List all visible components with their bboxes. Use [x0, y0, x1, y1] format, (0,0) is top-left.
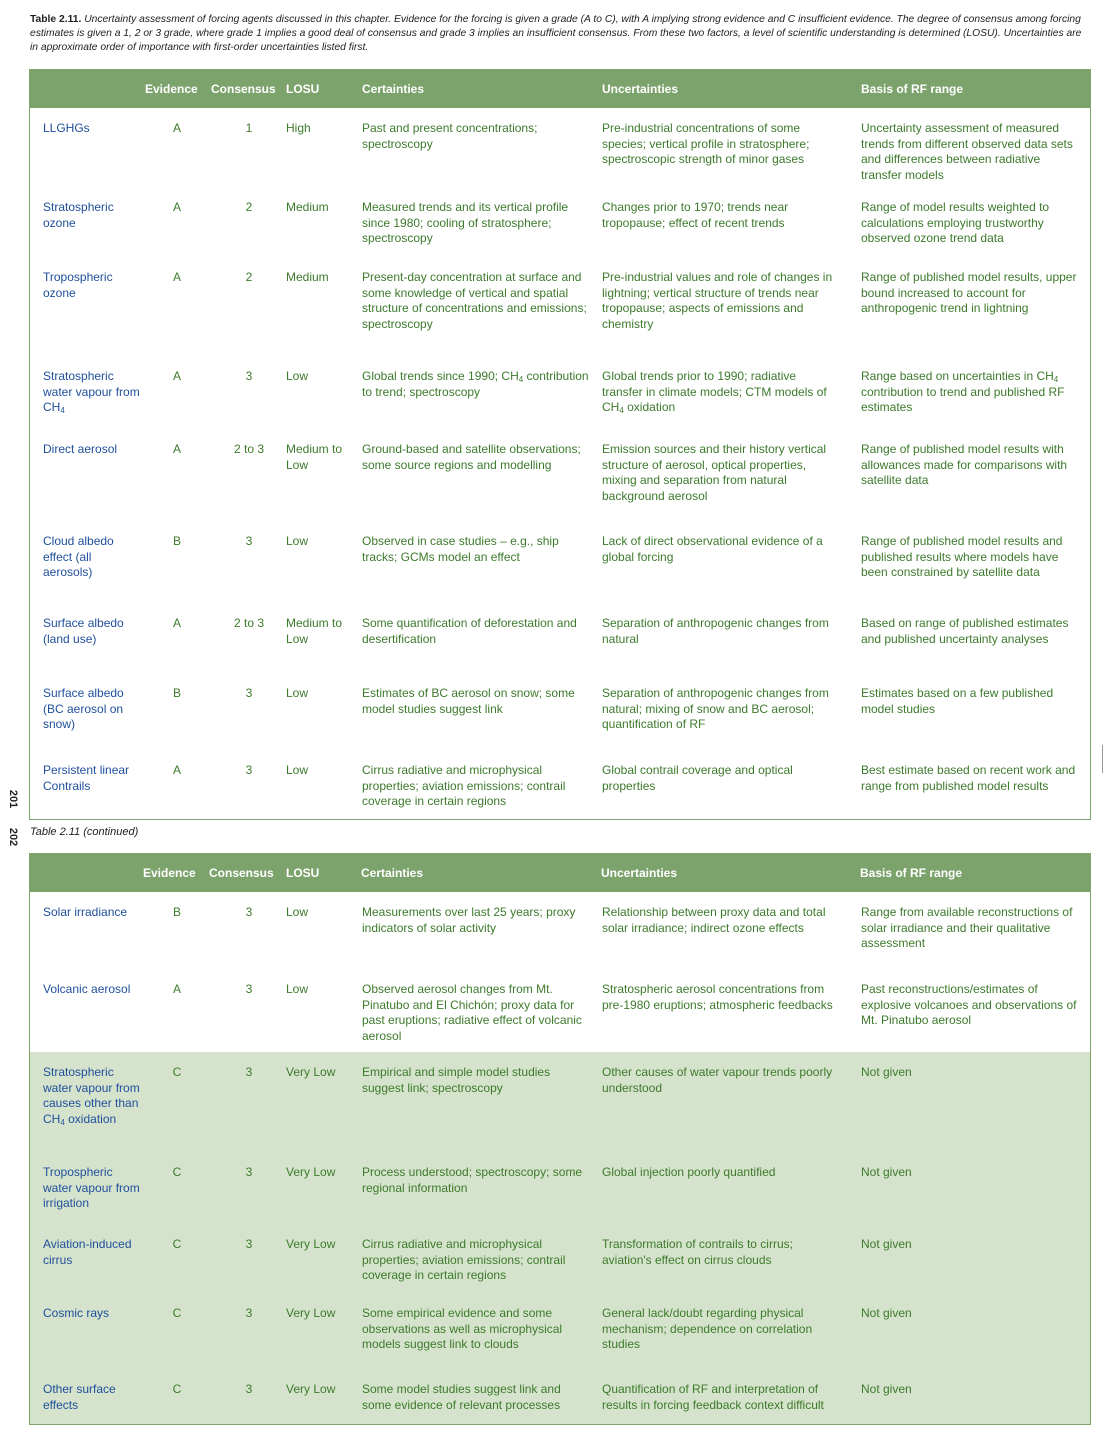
cell-consensus: 2	[245, 200, 253, 214]
cell-evidence: C	[172, 1382, 182, 1396]
cell-agent: LLGHGs	[43, 121, 90, 135]
cell-certainties: Empirical and simple model studies suggest link; spectroscopy	[362, 1065, 551, 1095]
cell-basis: Not given	[861, 1382, 912, 1396]
cell-evidence: A	[172, 270, 181, 284]
cell-losu: Low	[286, 763, 309, 777]
cell-agent: Volcanic aerosol	[43, 982, 131, 996]
cell-consensus: 3	[245, 686, 253, 700]
cell-evidence: A	[172, 442, 181, 456]
cell-losu: High	[286, 121, 311, 135]
column-header-certainties: Certainties	[362, 82, 425, 96]
cell-losu: Medium to Low	[286, 442, 343, 472]
cell-certainties: Some empirical evidence and some observations as well as microphysical models suggest link to clouds	[362, 1306, 563, 1351]
continued-label: Table 2.11 (continued)	[30, 826, 139, 838]
cell-losu: Medium	[286, 270, 329, 284]
cell-basis: Best estimate based on recent work and range from published model results	[861, 763, 1076, 793]
cell-agent: Stratospheric water vapour from causes other than $CH_4$ oxidation	[43, 1065, 140, 1127]
cell-uncertainties: Lack of direct observational evidence of a global forcing	[602, 534, 823, 564]
cell-consensus: 3	[245, 1165, 253, 1179]
caption-label: Table 2.11.	[30, 14, 82, 25]
cell-agent: Stratospheric ozone	[43, 200, 114, 230]
cell-consensus: 1	[245, 121, 253, 135]
cell-basis: Past reconstructions/estimates of explosive volcanoes and observations of Mt. Pinatubo aerosol	[861, 982, 1077, 1027]
cell-uncertainties: Changes prior to 1970; trends near tropopause; effect of recent trends	[602, 200, 789, 230]
cell-losu: Low	[286, 369, 309, 383]
cell-basis: Range of model results weighted to calculations employing trustworthy observed ozone trend data	[861, 200, 1050, 245]
cell-basis: Range of published model results and published results where models have been constrained by satellite data	[861, 534, 1063, 579]
cell-losu: Low	[286, 905, 309, 919]
cell-consensus: 3	[245, 1306, 253, 1320]
cell-evidence: A	[172, 763, 181, 777]
cell-consensus: 3	[245, 1065, 253, 1079]
cell-basis: Estimates based on a few published model studies	[861, 686, 1054, 716]
cell-uncertainties: Stratospheric aerosol concentrations from pre-1980 eruptions; atmospheric feedbacks	[602, 982, 833, 1012]
cell-consensus: 2 to 3	[233, 616, 265, 630]
cell-uncertainties: Pre-industrial values and role of changes in lightning; vertical structure of trends near tropopause; aspects of emissions and chemistry	[602, 270, 833, 331]
cell-certainties: Global trends since 1990; $CH_4$ contribution to trend; spectroscopy	[362, 369, 589, 399]
column-header-evidence: Evidence	[143, 866, 196, 880]
cell-basis: Range of published model results, upper bound increased to account for anthropogenic trend in lightning	[861, 270, 1077, 315]
cell-evidence: A	[172, 616, 181, 630]
cell-agent: Surface albedo (land use)	[43, 616, 124, 646]
cell-losu: Very Low	[286, 1237, 336, 1251]
cell-losu: Very Low	[286, 1306, 336, 1320]
column-header-consensus: Consensus	[209, 866, 274, 880]
cell-evidence: A	[172, 982, 181, 996]
cell-agent: Tropospheric ozone	[43, 270, 113, 300]
cell-agent: Tropospheric water vapour from irrigation	[43, 1165, 140, 1210]
cell-losu: Very Low	[286, 1065, 336, 1079]
cell-uncertainties: Other causes of water vapour trends poorly understood	[602, 1065, 833, 1095]
cell-consensus: 2	[245, 270, 253, 284]
cell-losu: Low	[286, 534, 309, 548]
cell-evidence: A	[172, 369, 181, 383]
cell-uncertainties: Separation of anthropogenic changes from natural	[602, 616, 829, 646]
cell-losu: Medium	[286, 200, 329, 214]
cell-agent: Persistent linear Contrails	[43, 763, 130, 793]
cell-losu: Low	[286, 982, 309, 996]
column-header-losu: LOSU	[286, 82, 320, 96]
cell-evidence: A	[172, 121, 181, 135]
cell-consensus: 2 to 3	[233, 442, 265, 456]
cell-consensus: 3	[245, 369, 253, 383]
cell-uncertainties: Quantification of RF and interpretation of results in forcing feedback context difficult	[602, 1382, 824, 1412]
cell-losu: Very Low	[286, 1382, 336, 1396]
table-header	[30, 70, 1090, 108]
page-number-right: 202	[7, 827, 20, 847]
cell-certainties: Present-day concentration at surface and some knowledge of vertical and spatial structure of concentrations and emissions; spectroscopy	[362, 270, 587, 331]
cell-basis: Based on range of published estimates and published uncertainty analyses	[861, 616, 1069, 646]
cell-agent: Solar irradiance	[43, 905, 128, 919]
cell-consensus: 3	[245, 905, 253, 919]
cell-certainties: Process understood; spectroscopy; some regional information	[362, 1165, 583, 1195]
cell-certainties: Measurements over last 25 years; proxy indicators of solar activity	[362, 905, 576, 935]
cell-uncertainties: General lack/doubt regarding physical mechanism; dependence on correlation studies	[602, 1306, 813, 1351]
cell-consensus: 3	[245, 534, 253, 548]
uncertainty-table-continued	[29, 853, 1091, 1425]
cell-evidence: B	[172, 534, 181, 548]
cell-uncertainties: Transformation of contrails to cirrus; aviation's effect on cirrus clouds	[602, 1237, 793, 1267]
cell-basis: Range from available reconstructions of solar irradiance and their qualitative assessment	[861, 905, 1073, 950]
cell-basis: Range based on uncertainties in $CH_4$ contribution to trend and published RF estimates	[861, 369, 1065, 414]
cell-uncertainties: Pre-industrial concentrations of some species; vertical profile in stratosphere; spectroscopic strength of minor gases	[602, 121, 810, 166]
cell-uncertainties: Global trends prior to 1990; radiative transfer in climate models; CTM models of $CH_4$ oxidation	[602, 369, 827, 415]
cell-basis: Not given	[861, 1237, 912, 1251]
cell-certainties: Cirrus radiative and microphysical properties; aviation emissions; contrail coverage in certain regions	[362, 1237, 566, 1282]
cell-uncertainties: Global injection poorly quantified	[602, 1165, 776, 1179]
page-number-left: 201	[7, 789, 20, 809]
cell-basis: Not given	[861, 1065, 912, 1079]
cell-certainties: Some model studies suggest link and some evidence of relevant processes	[362, 1382, 561, 1412]
cell-evidence: B	[172, 905, 181, 919]
cell-certainties: Some quantification of deforestation and desertification	[362, 616, 577, 646]
column-header-evidence: Evidence	[145, 82, 198, 96]
cell-consensus: 3	[245, 763, 253, 777]
column-header-basis: Basis of RF range	[861, 82, 964, 96]
cell-basis: Uncertainty assessment of measured trends from different observed data sets and differences between radiative transfer models	[861, 121, 1073, 182]
cell-consensus: 3	[245, 1382, 253, 1396]
column-header-uncertainties: Uncertainties	[601, 866, 678, 880]
cell-basis: Not given	[861, 1306, 912, 1320]
cell-agent: Direct aerosol	[43, 442, 118, 456]
cell-certainties: Cirrus radiative and microphysical properties; aviation emissions; contrail coverage in certain regions	[362, 763, 566, 808]
cell-evidence: A	[172, 200, 181, 214]
cell-certainties: Past and present concentrations; spectroscopy	[362, 121, 538, 151]
cell-uncertainties: Global contrail coverage and optical properties	[602, 763, 793, 793]
caption-text: Uncertainty assessment of forcing agents discussed in this chapter. Evidence for the forcing is given a grade (A to C), with A implying strong evidence and C insufficient evidence. The degree of consensus among forcing estimates is given a 1, 2 or 3 grade, where grade 1 implies a good deal of consensus and grade 3 implies an insufficient consensus. From these two factors, a level of scientific understanding is determined (LOSU). Uncertainties are in approximate order of importance with first-order uncertainties listed first.	[30, 14, 1082, 53]
cell-agent: Stratospheric water vapour from $CH_4$	[43, 369, 140, 415]
cell-uncertainties: Emission sources and their history vertical structure of aerosol, optical properties, mixing and separation from natural background aerosol	[602, 442, 827, 503]
cell-uncertainties: Separation of anthropogenic changes from natural; mixing of snow and BC aerosol; quantification of RF	[602, 686, 829, 731]
cell-certainties: Ground-based and satellite observations; some source regions and modelling	[362, 442, 581, 472]
cell-losu: Very Low	[286, 1165, 336, 1179]
uncertainty-table	[29, 69, 1091, 820]
cell-basis: Range of published model results with allowances made for comparisons with satellite data	[861, 442, 1068, 487]
cell-losu: Medium to Low	[286, 616, 343, 646]
cell-uncertainties: Relationship between proxy data and total solar irradiance; indirect ozone effects	[602, 905, 826, 935]
column-header-uncertainties: Uncertainties	[602, 82, 679, 96]
cell-agent: Surface albedo (BC aerosol on snow)	[43, 686, 124, 731]
cell-evidence: C	[172, 1306, 182, 1320]
table-caption	[30, 13, 1085, 54]
cell-certainties: Observed aerosol changes from Mt. Pinatubo and El Chichón; proxy data for past eruptions; radiative effect of volcanic aerosol	[362, 982, 582, 1043]
cell-evidence: C	[172, 1165, 182, 1179]
column-header-losu: LOSU	[286, 866, 320, 880]
cell-agent: Cosmic rays	[43, 1306, 110, 1320]
cell-basis: Not given	[861, 1165, 912, 1179]
cell-evidence: C	[172, 1065, 182, 1079]
cell-certainties: Estimates of BC aerosol on snow; some model studies suggest link	[362, 686, 575, 716]
cell-consensus: 3	[245, 1237, 253, 1251]
cell-certainties: Observed in case studies – e.g., ship tracks; GCMs model an effect	[362, 534, 559, 564]
cell-agent: Aviation-induced cirrus	[43, 1237, 132, 1267]
page-edge-mark	[1102, 745, 1103, 773]
cell-agent: Cloud albedo effect (all aerosols)	[43, 534, 114, 579]
cell-evidence: C	[172, 1237, 182, 1251]
cell-agent: Other surface effects	[43, 1382, 116, 1412]
cell-certainties: Measured trends and its vertical profile since 1980; cooling of stratosphere; spectroscopy	[362, 200, 569, 245]
column-header-basis: Basis of RF range	[860, 866, 963, 880]
cell-losu: Low	[286, 686, 309, 700]
cell-evidence: B	[172, 686, 181, 700]
cell-consensus: 3	[245, 982, 253, 996]
column-header-consensus: Consensus	[211, 82, 276, 96]
column-header-certainties: Certainties	[361, 866, 424, 880]
table-header	[30, 854, 1090, 892]
